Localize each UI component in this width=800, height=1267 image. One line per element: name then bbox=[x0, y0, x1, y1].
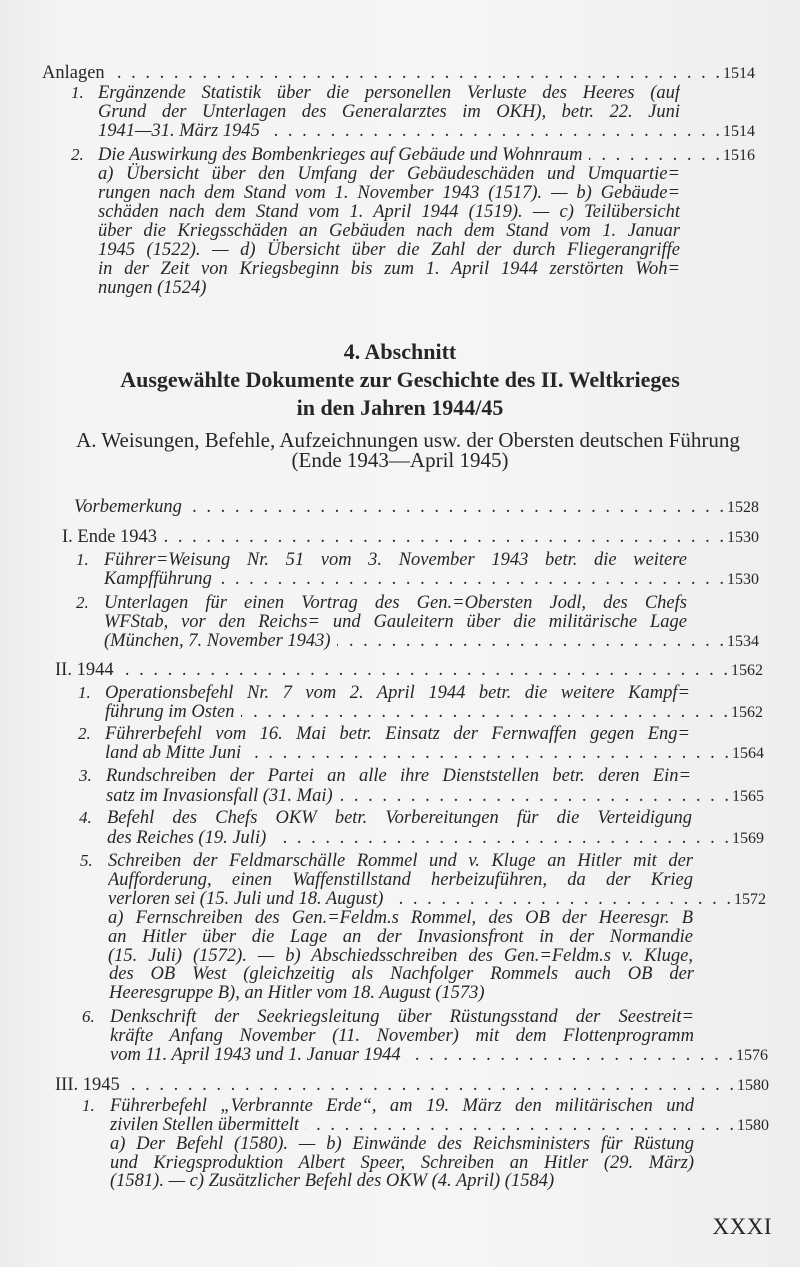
toc-group-1945 bbox=[55, 1074, 769, 1096]
page-ref: 1562 bbox=[731, 662, 763, 679]
page-ref: 1565 bbox=[732, 788, 764, 805]
leader-dots bbox=[241, 701, 729, 723]
entry-line-with-page bbox=[104, 568, 759, 590]
entry-text: vom 11. April 1943 und 1. Januar 1944 bbox=[110, 1045, 401, 1065]
toc-entry-anlagen bbox=[42, 62, 755, 84]
entry-text: land ab Mitte Juni bbox=[105, 743, 242, 763]
leader-dots bbox=[188, 496, 724, 518]
sub-entry-line: schäden nach dem Stand vom 1. April 1944 (1519). — c) Teilübersicht bbox=[98, 202, 680, 222]
sub-entry-line: (1581). — c) Zusätzlicher Befehl des OKW (4. April) (1584) bbox=[110, 1171, 555, 1191]
entry-line: Führer=Weisung Nr. 51 vom 3. November 1943 betr. die weitere bbox=[104, 550, 687, 570]
item-number: 2. bbox=[76, 593, 89, 612]
item-number: 3. bbox=[79, 766, 92, 785]
item-number: 2. bbox=[71, 145, 84, 164]
entry-line: Führerbefehl vom 16. Mai betr. Einsatz der Fernwaffen gegen Eng= bbox=[105, 724, 690, 744]
page-ref: 1576 bbox=[736, 1047, 768, 1064]
sub-entry-line: nungen (1524) bbox=[98, 278, 207, 298]
item-number: 4. bbox=[79, 808, 92, 827]
group-label: III. 1945 bbox=[55, 1075, 120, 1095]
entry-text: des Reiches (19. Juli) bbox=[107, 828, 267, 848]
page-ref: 1516 bbox=[723, 147, 755, 164]
item-number: 1. bbox=[76, 550, 89, 569]
item-number: 6. bbox=[82, 1007, 95, 1026]
item-number: 1. bbox=[82, 1096, 95, 1115]
sub-entry-line: über die Kriegsschäden an Gebäuden nach dem Stand vom 1. Januar bbox=[98, 221, 680, 241]
page-ref: 1514 bbox=[723, 65, 755, 82]
part-subtitle: (Ende 1943—April 1945) bbox=[291, 448, 509, 472]
entry-line-with-page bbox=[107, 827, 764, 849]
page-ref: 1534 bbox=[727, 633, 759, 650]
sub-entry-line: an Hitler über die Lage an der Invasionsfront in der Normandie bbox=[108, 927, 693, 947]
page-ref: 1580 bbox=[737, 1077, 769, 1094]
leader-dots bbox=[247, 742, 729, 764]
entry-label: Vorbemerkung bbox=[74, 497, 182, 517]
entry-line: Aufforderung, einen Waffenstillstand herbeizuführen, da der Krieg bbox=[108, 870, 693, 890]
entry-line: Führerbefehl „Verbrannte Erde“, am 19. März den militärischen und bbox=[110, 1096, 694, 1116]
page-ref: 1572 bbox=[734, 891, 766, 908]
page-ref: 1569 bbox=[732, 830, 764, 847]
entry-text: Kampfführung bbox=[104, 569, 212, 589]
leader-dots bbox=[337, 630, 724, 652]
item-number: 1. bbox=[71, 83, 84, 102]
entry-text: zivilen Stellen übermittelt bbox=[110, 1115, 300, 1135]
entry-text: satz im Invasionsfall (31. Mai) bbox=[106, 786, 333, 806]
group-label: I. Ende 1943 bbox=[62, 527, 158, 547]
entry-text: 1941—31. März 1945 bbox=[98, 121, 260, 141]
entry-line: Denkschrift der Seekriegsleitung über Rüstungsstand der Seestreit= bbox=[110, 1007, 694, 1027]
entry-line-with-page bbox=[105, 742, 764, 764]
page-ref: 1580 bbox=[737, 1117, 769, 1134]
sub-entry-line: a) Fernschreiben des Gen.=Feldm.s Rommel, des OB der Heeresgr. B bbox=[108, 908, 693, 928]
sub-entry-line: in der Zeit von Kriegsbeginn bis zum 1. April 1944 zerstörten Woh= bbox=[98, 259, 680, 279]
leader-dots bbox=[272, 827, 729, 849]
entry-line: Unterlagen für einen Vortrag des Gen.=Obersten Jodl, des Chefs bbox=[104, 593, 687, 613]
leader-dots bbox=[111, 62, 720, 84]
entry-label: Anlagen bbox=[42, 63, 105, 83]
sub-entry-line: rungen nach dem Stand vom 1. November 1943 (1517). — b) Gebäude= bbox=[98, 183, 680, 203]
entry-line: kräfte Anfang November (11. November) mit dem Flottenprogramm bbox=[110, 1026, 694, 1046]
item-number: 5. bbox=[80, 851, 93, 870]
item-number: 1. bbox=[78, 683, 91, 702]
leader-dots bbox=[126, 1074, 734, 1096]
entry-text: (München, 7. November 1943) bbox=[104, 631, 331, 651]
section-title-line2: in den Jahren 1944/45 bbox=[296, 395, 504, 420]
entry-line: Ergänzende Statistik über die personellen Verluste des Heeres (auf bbox=[98, 83, 680, 103]
leader-dots bbox=[163, 526, 724, 548]
entry-text: führung im Osten bbox=[105, 702, 235, 722]
entry-text: verloren sei (15. Juli und 18. August) bbox=[108, 889, 384, 909]
item-number: 2. bbox=[78, 724, 91, 743]
entry-line-with-page bbox=[105, 701, 763, 723]
sub-entry-line: Heeresgruppe B), an Hitler vom 18. August (1573) bbox=[109, 983, 485, 1003]
entry-line: Rundschreiben der Partei an alle ihre Dienststellen betr. deren Ein= bbox=[106, 766, 691, 786]
entry-line-with-page bbox=[104, 630, 759, 652]
page-ref: 1564 bbox=[732, 745, 764, 762]
entry-line: Grund der Unterlagen des Generalarztes im OKH), betr. 22. Juni bbox=[98, 102, 680, 122]
toc-entry-vorbemerkung bbox=[74, 496, 759, 518]
page-ref: 1530 bbox=[727, 571, 759, 588]
page-ref: 1530 bbox=[727, 529, 759, 546]
section-title: Ausgewählte Dokumente zur Geschichte des II. Weltkrieges bbox=[120, 367, 680, 392]
toc-group-1943 bbox=[62, 526, 759, 548]
entry-line: Schreiben der Feldmarschälle Rommel und v. Kluge an Hitler mit der bbox=[108, 851, 693, 871]
group-label: II. 1944 bbox=[55, 660, 114, 680]
sub-entry-line: des OB West (gleichzeitig als Nachfolger Rommels auch OB der bbox=[109, 964, 694, 984]
sub-entry-line: (15. Juli) (1572). — b) Abschiedsschreiben des Gen.=Feldm.s v. Kluge, bbox=[108, 946, 693, 966]
page-ref: 1562 bbox=[731, 704, 763, 721]
leader-dots bbox=[120, 659, 728, 681]
section-number: 4. Abschnitt bbox=[343, 339, 457, 364]
leader-dots bbox=[218, 568, 724, 590]
entry-line-with-page bbox=[98, 120, 755, 142]
sub-entry-line: 1945 (1522). — d) Übersicht über die Zahl der durch Fliegerangriffe bbox=[98, 240, 680, 260]
toc-group-1944 bbox=[55, 659, 763, 681]
entry-line-with-page bbox=[110, 1044, 768, 1066]
page-ref: 1528 bbox=[727, 499, 759, 516]
sub-entry-line: a) Übersicht über den Umfang der Gebäudeschäden und Umquartie= bbox=[98, 164, 680, 184]
entry-line: Operationsbefehl Nr. 7 vom 2. April 1944 betr. die weitere Kampf= bbox=[105, 683, 690, 703]
leader-dots bbox=[339, 785, 729, 807]
page-number: XXXI bbox=[712, 1214, 772, 1239]
entry-line-with-page bbox=[106, 785, 764, 807]
entry-line: WFStab, vor den Reichs= und Gauleitern über die militärische Lage bbox=[104, 612, 687, 632]
part-title: A. Weisungen, Befehle, Aufzeichnungen usw. der Obersten deutschen Führung bbox=[76, 428, 740, 452]
sub-entry-line: a) Der Befehl (1580). — b) Einwände des Reichsministers für Rüstung bbox=[110, 1134, 694, 1154]
leader-dots bbox=[266, 120, 720, 142]
sub-entry-line: und Kriegsproduktion Albert Speer, Schreiben an Hitler (29. März) bbox=[110, 1153, 694, 1173]
leader-dots bbox=[407, 1044, 733, 1066]
entry-text: Die Auswirkung des Bombenkrieges auf Gebäude und Wohnraum bbox=[98, 145, 583, 165]
page-ref: 1514 bbox=[723, 123, 755, 140]
entry-line: Befehl des Chefs OKW betr. Vorbereitungen für die Verteidigung bbox=[107, 808, 692, 828]
